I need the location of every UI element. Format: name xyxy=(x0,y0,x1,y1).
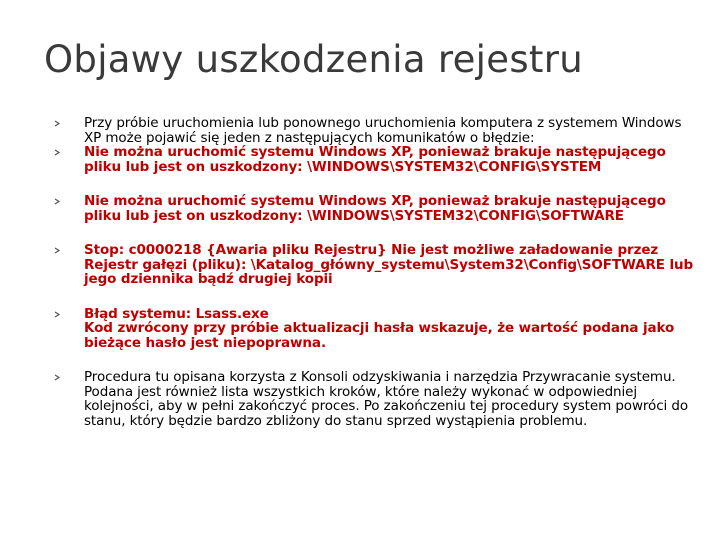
bullet-item-error-stop xyxy=(54,243,694,287)
bullet-item-intro xyxy=(54,116,694,145)
bullet-item-error-lsass xyxy=(54,307,694,351)
arrow-bullet-icon xyxy=(54,120,61,127)
bullet-text: Przy próbie uruchomienia lub ponownego uruchomienia komputera z systemem Windows XP może pojawić się jeden z następujących komunikatów o błędzie: xyxy=(84,115,682,146)
bullet-item-error-system xyxy=(54,145,694,174)
bullet-item-procedure xyxy=(54,370,694,428)
arrow-bullet-icon xyxy=(54,247,61,254)
slide-title: Objawy uszkodzenia rejestru xyxy=(44,38,583,81)
bullet-text-line2: Kod zwrócony przy próbie aktualizacji hasła wskazuje, że wartość podana jako bieżące hasło jest niepoprawna. xyxy=(84,320,675,351)
bullet-text-line1: Błąd systemu: Lsass.exe xyxy=(84,305,269,322)
bullet-text: Procedura tu opisana korzysta z Konsoli odzyskiwania i narzędzia Przywracanie systemu. Podana jest również lista wszystkich kroków, które należy wykonać w odpowiedniej kolejności, aby w pełni zakończyć proces. Po zakończeniu tej procedury system powróci do stanu, który będzie bardzo zbliżony do stanu sprzed wystąpienia problemu. xyxy=(84,369,688,429)
arrow-bullet-icon xyxy=(54,311,61,318)
bullet-text: Nie można uruchomić systemu Windows XP, ponieważ brakuje następującego pliku lub jest on uszkodzony: \WINDOWS\SYSTEM32\CONFIG\SOFTWARE xyxy=(84,193,666,224)
arrow-bullet-icon xyxy=(54,374,61,381)
bullet-text: Nie można uruchomić systemu Windows XP, ponieważ brakuje następującego pliku lub jest on uszkodzony: \WINDOWS\SYSTEM32\CONFIG\SYSTEM xyxy=(84,144,666,175)
bullet-text: Stop: c0000218 {Awaria pliku Rejestru} Nie jest możliwe załadowanie przez Rejestr gałęzi (pliku): \Katalog_główny_systemu\System32\Config\SOFTWARE lub jego dziennika bądź drugiej kopii xyxy=(84,242,694,287)
bullet-item-error-software xyxy=(54,194,694,223)
arrow-bullet-icon xyxy=(54,149,61,156)
arrow-bullet-icon xyxy=(54,198,61,205)
bullet-list xyxy=(54,116,694,428)
